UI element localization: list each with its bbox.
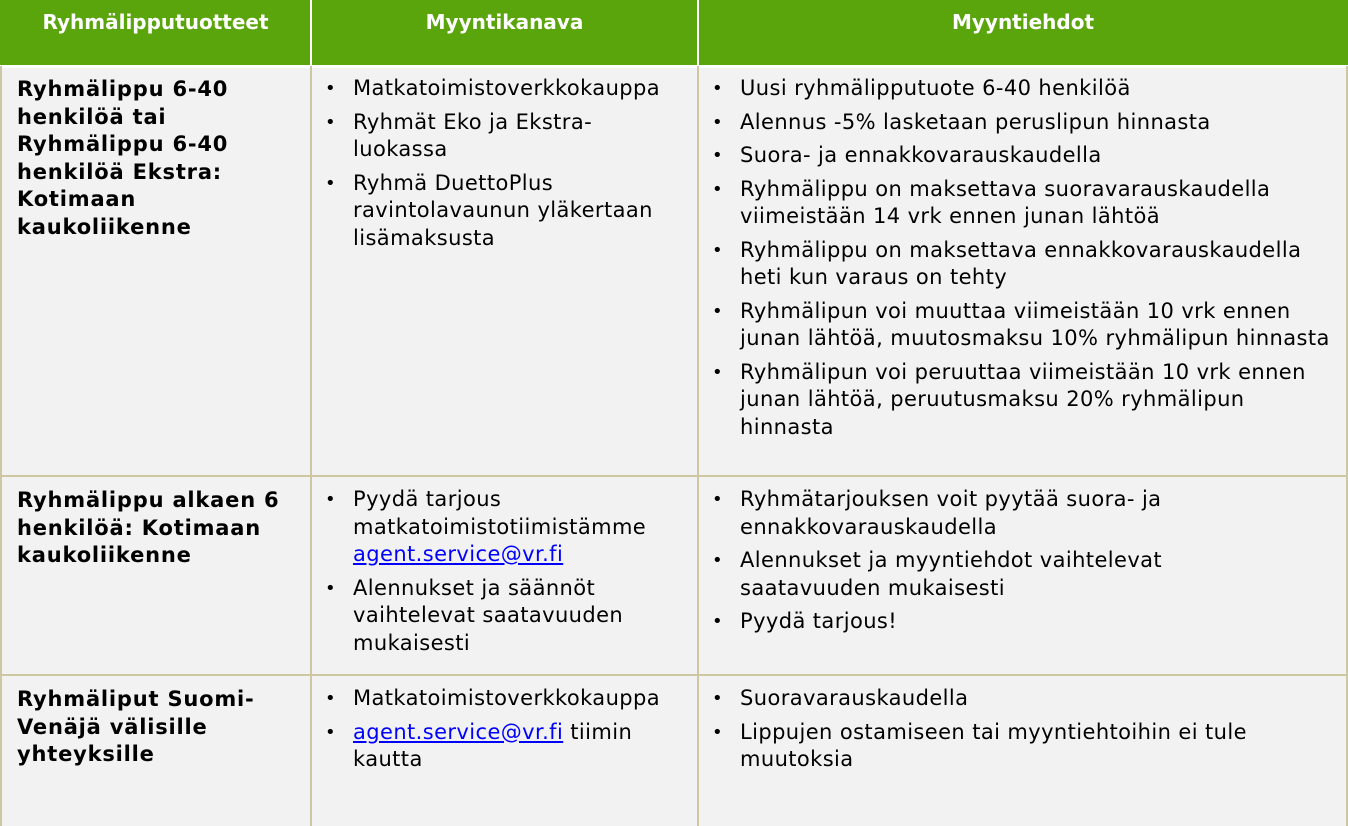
list-item: • Ryhmälipun voi muuttaa viimeistään 10 vrk ennen junan lähtöä, muutosmaksu 10% ryhmälipun hinnasta [698,298,1334,353]
column-divider [310,66,312,826]
list-item: • Ryhmälippu on maksettava suoravarauskaudella viimeistään 14 vrk ennen junan lähtöä [698,176,1334,231]
row2-product: Ryhmälippu alkaen 6 henkilöä: Kotimaan kaukoliikenne [0,477,311,675]
row3-channel [311,676,698,826]
list-item-text: tiimin kautta [353,719,633,771]
list-item: • Ryhmälippu on maksettava ennakkovarauskaudella heti kun varaus on tehty [698,237,1334,292]
row2-channel [311,477,698,675]
row2-terms [698,477,1348,675]
header-terms: Myyntiehdot [698,0,1348,66]
list-item [311,486,684,569]
row3-terms [698,676,1348,826]
row1-product: Ryhmälippu 6-40 henkilöä tai Ryhmälippu 6-40 henkilöä Ekstra: Kotimaan kaukoliikenne [0,66,311,476]
left-border [0,66,2,826]
list-item: • Suoravarauskaudella [698,685,1308,713]
list-item: • Ryhmälipun voi peruuttaa viimeistään 10 vrk ennen junan lähtöä, peruutusmaksu 20% ryhmälipun hinnasta [698,359,1334,442]
list-item: • Ryhmä DuettoPlus ravintolavaunun yläkertaan lisämaksusta [311,170,684,253]
header-divider [0,65,1348,68]
list-item-text: Pyydä tarjous matkatoimistotiimistämme [353,487,647,539]
header-products: Ryhmälipputuotteet [0,0,311,66]
list-item: • Suora- ja ennakkovarauskaudella [698,142,1334,170]
list-item: • Ryhmätarjouksen voit pyytää suora- ja ennakkovarauskaudella [698,486,1288,541]
agent-email-link[interactable]: agent.service@vr.fi [353,719,564,744]
row1-channel [311,66,698,476]
list-item [311,719,684,774]
list-item: • Pyydä tarjous! [698,608,1288,636]
row1-terms [698,66,1348,476]
list-item: • Matkatoimistoverkkokauppa [311,685,684,713]
list-item: • Alennukset ja myyntiehdot vaihtelevat saatavuuden mukaisesti [698,547,1288,602]
list-item: • Alennukset ja säännöt vaihtelevat saatavuuden mukaisesti [311,575,684,658]
column-divider [697,66,699,826]
list-item: • Alennus -5% lasketaan peruslipun hinnasta [698,109,1334,137]
header-channel: Myyntikanava [311,0,698,66]
list-item: • Matkatoimistoverkkokauppa [311,75,684,103]
agent-email-link[interactable]: agent.service@vr.fi [353,542,564,566]
row-divider [0,674,1348,676]
list-item: • Lippujen ostamiseen tai myyntiehtoihin ei tule muutoksia [698,719,1308,774]
list-item: • Ryhmät Eko ja Ekstra-luokassa [311,109,684,164]
row3-product: Ryhmäliput Suomi-Venäjä välisille yhteyksille [0,676,311,826]
row-divider [0,475,1348,477]
list-item: • Uusi ryhmälipputuote 6-40 henkilöä [698,75,1334,103]
